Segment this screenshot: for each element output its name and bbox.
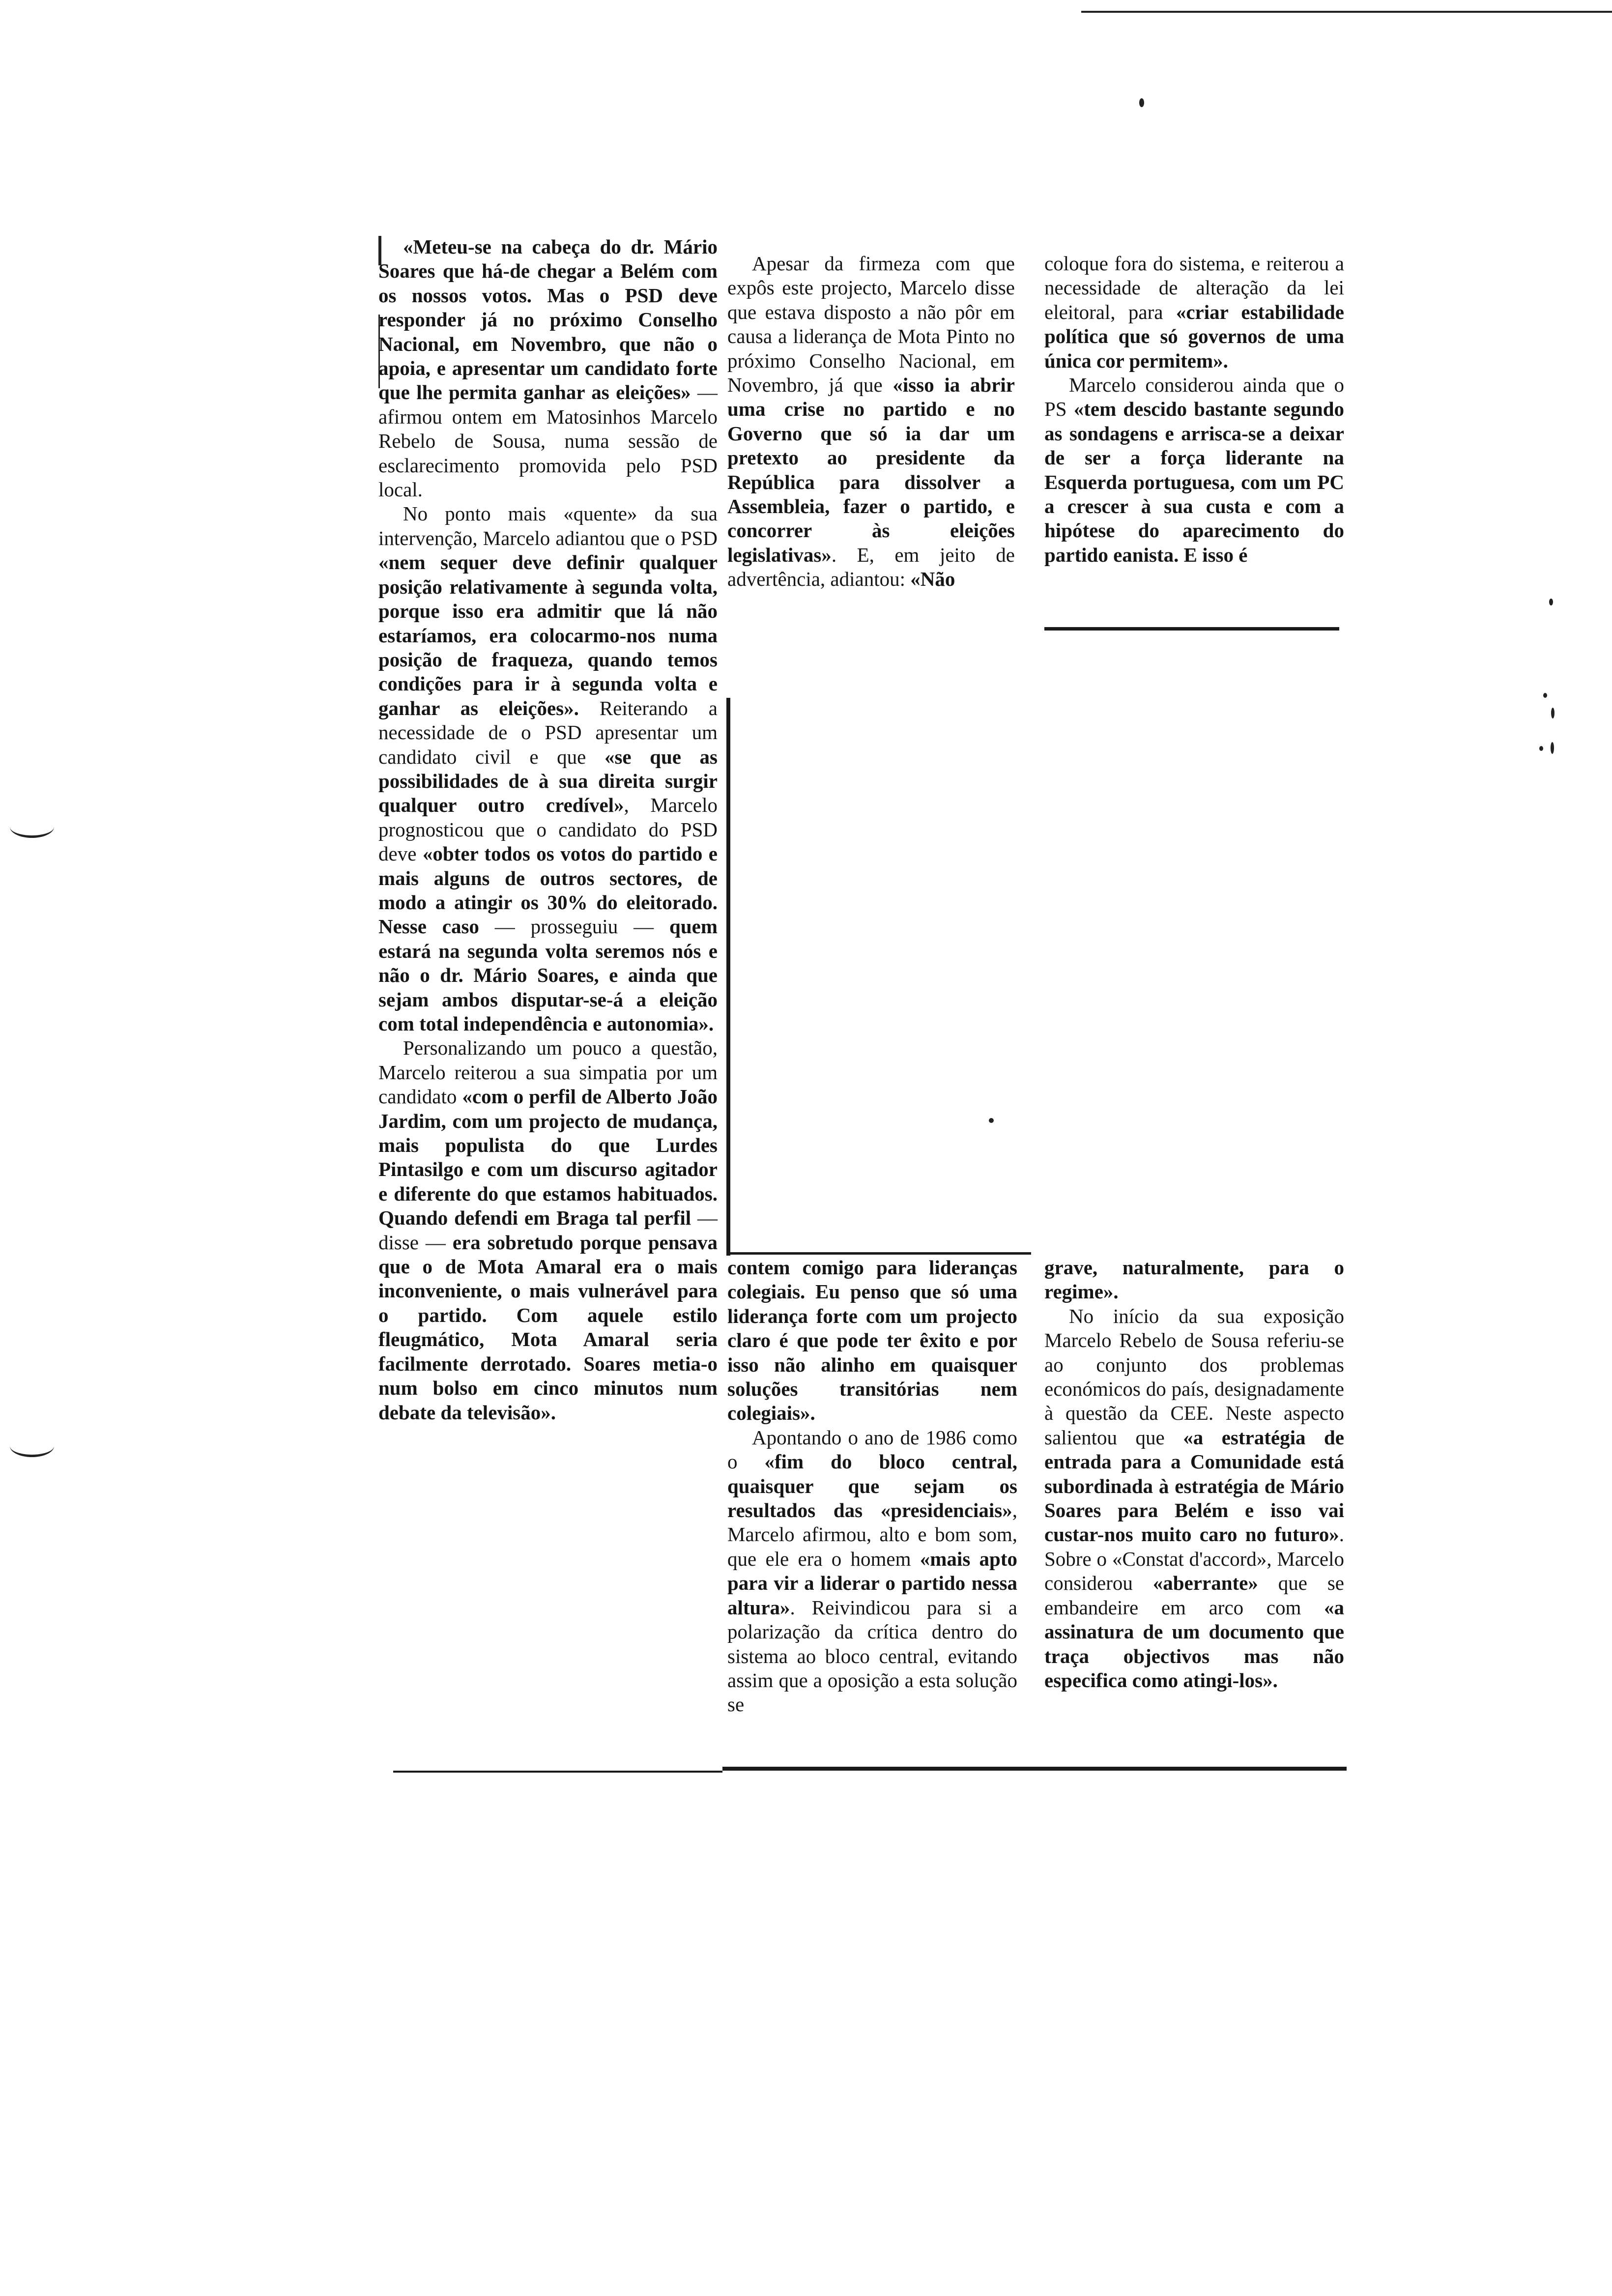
article-column-3-top [1044,252,1344,567]
bold-quote-run: «isso ia abrir uma crise no partido e no Governo que só ia dar um pretexto ao presidente da República para dissolver a Assembleia, fazer o partido, e concorrer às eleições legislativas» [727,373,1015,566]
text-run: — afirmou ontem em Matosinhos Marcelo Rebelo de Sousa, numa sessão de esclarecimento promovida pelo PSD local. [378,381,718,501]
photo-frame-bottom-edge [726,1252,1031,1255]
paragraph [378,235,718,502]
bold-quote-run: «a assinatura de um documento que traça objectivos mas não especifica como atingi-los». [1044,1596,1344,1692]
bold-quote-run: «a estratégia de entrada para a Comunidade está subordinada à estratégia de Mário Soares para Belém e isso vai custar-nos muito caro no futuro» [1044,1426,1344,1546]
scan-speck [1549,599,1553,605]
article-column-3-bottom [1044,1256,1344,1693]
paragraph [1044,1304,1344,1693]
bold-quote-run: «fim do bloco central, quaisquer que sejam os resultados das «presidenciais» [727,1450,1017,1522]
scan-speck [989,1118,994,1123]
text-run: — disse — [378,1206,718,1254]
bold-quote-run: «Meteu-se na cabeça do dr. Mário Soares que há-de chegar a Belém com os nossos votos. Mas o PSD deve responder já no próximo Conselho Nacional, em Novembro, que não o apoia, e apresentar um candidato forte que lhe permita ganhar as eleições» [378,235,718,404]
bold-quote-run: «obter todos os votos do partido e mais alguns de outros sectores, de modo a atingir os 30% do eleitorado. Nesse caso [378,842,718,938]
text-run: , Marcelo prognosticou que o candidato do PSD deve [378,794,718,865]
text-run: Apontando o ano de 1986 como o [727,1426,1017,1473]
bold-quote-run: quem estará na segunda volta seremos nós e não o dr. Mário Soares, e ainda que sejam ambos disputar-se-á a eleição com total independência e autonomia». [378,915,718,1035]
text-run: coloque fora do sistema, e reiterou a necessidade de alteração da lei eleitoral, para [1044,252,1344,323]
scan-speck [1543,693,1547,698]
paragraph [727,252,1015,592]
bold-quote-run: grave, naturalmente, para o regime». [1044,1256,1344,1303]
paragraph [378,1036,718,1425]
text-run: . Reivindicou para si a polarização da crítica dentro do sistema ao bloco central, evitando assim que a oposição a esta solução se [727,1596,1017,1716]
text-run: . Sobre o «Constat d'accord», Marcelo considerou [1044,1523,1344,1595]
bold-quote-run: era sobretudo porque pensava que o de Mota Amaral era o mais inconveniente, o mais vulnerável para o partido. Com aquele estilo fleugmático, Mota Amaral seria facilmente derrotado. Soares metia-o num bolso em cinco minutos num debate da televisão». [378,1231,718,1424]
bottom-rule-col1 [393,1771,722,1773]
bold-quote-run: «Não [910,568,955,591]
article-column-2-bottom [727,1256,1017,1717]
text-run: , Marcelo afirmou, alto e bom som, que ele era o homem [727,1499,1017,1570]
text-run: No início da sua exposição Marcelo Rebelo de Sousa referiu-se ao conjunto dos problemas económicos do país, designadamente à questão da CEE. Neste aspecto salientou que [1044,1304,1344,1449]
bold-quote-run: «criar estabilidade política que só governos de uma única cor permitem». [1044,300,1344,372]
scan-speck [1539,746,1543,751]
paragraph [1044,252,1344,373]
text-run: que se embandeire em arco com [1044,1572,1344,1619]
top-scan-rule [1081,11,1612,13]
scan-speck [1551,742,1554,754]
text-run: Reiterando a necessidade de o PSD apresentar um candidato civil e que [378,696,718,768]
text-run: No ponto mais «quente» da sua intervenção, Marcelo adiantou que o PSD [378,502,718,549]
bold-quote-run: «se que as possibilidades de à sua direita surgir qualquer outro credível» [378,745,718,817]
punch-hole-mark-upper [10,816,54,838]
bold-quote-run: «aberrante» [1152,1572,1258,1595]
scan-speck [1139,98,1144,107]
scan-speck [1551,708,1554,718]
text-run: Personalizando um pouco a questão, Marcelo reiterou a sua simpatia por um candidato [378,1036,718,1108]
bold-quote-run: contem comigo para lideranças colegiais. Eu penso que só uma liderança forte com um projecto claro é que pode ter êxito e por isso não alinho em quaisquer soluções transitórias nem colegiais». [727,1256,1017,1425]
bold-quote-run: «tem descido bastante segundo as sondagens e arrisca-se a deixar de ser a força liderante na Esquerda portuguesa, com um PC a crescer à sua custa e com a hipótese do aparecimento do partido eanista. E isso é [1044,398,1344,566]
bottom-rule [722,1767,1347,1771]
paragraph [727,1256,1017,1426]
article-column-2-top [727,252,1015,592]
paragraph [727,1426,1017,1717]
punch-hole-mark-lower [10,1435,54,1457]
paragraph [1044,373,1344,567]
text-run: — prosseguiu — [479,915,670,938]
column-rule [1044,627,1339,631]
text-run: Apesar da firmeza com que expôs este projecto, Marcelo disse que estava disposto a não pôr em causa a liderança de Mota Pinto no próximo Conselho Nacional, em Novembro, já que [727,252,1015,397]
photo-frame-left-edge [726,698,730,1256]
paragraph [1044,1256,1344,1304]
paragraph [378,502,718,1036]
bold-quote-run: «nem sequer deve definir qualquer posição relativamente à segunda volta, porque isso era admitir que lá não estaríamos, era colocarmo-nos numa posição de fraqueza, quando temos condições para ir à segunda volta e ganhar as eleições». [378,551,718,719]
article-column-1 [378,235,718,1425]
text-run: . E, em jeito de advertência, adiantou: [727,543,1015,591]
text-run: Marcelo considerou ainda que o PS [1044,373,1344,421]
bold-quote-run: «mais apto para vir a liderar o partido nessa altura» [727,1547,1017,1619]
bold-quote-run: «com o perfil de Alberto João Jardim, com um projecto de mudança, mais populista do que Lurdes Pintasilgo e com um discurso agitador e diferente do que estamos habituados. Quando defendi em Braga tal perfil [378,1085,718,1230]
